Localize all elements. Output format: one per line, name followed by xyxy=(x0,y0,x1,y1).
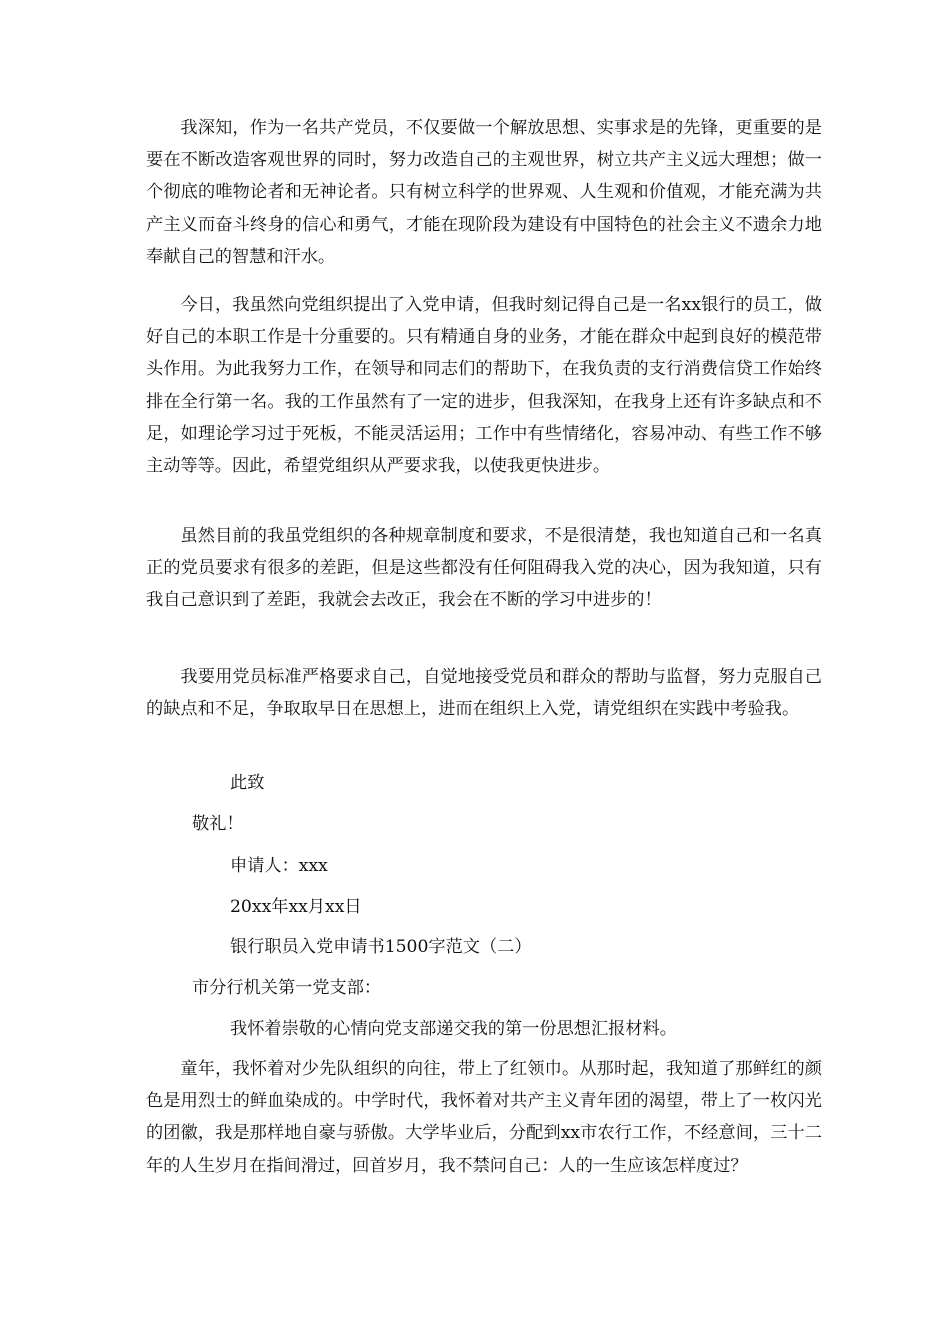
applicant-line: 申请人：xxx xyxy=(230,856,328,876)
addressee-line: 市分行机关第一党支部： xyxy=(192,978,382,998)
paragraph-2: 今日，我虽然向党组织提出了入党申请，但我时刻记得自己是一名xx银行的员工，做好自己的本职工作是十分重要的。只有精通自身的业务，才能在群众中起到良好的模范带头作用。为此我努力工作，在领导和同志们的帮助下，在我负责的支行消费信贷工作始终排在全行第一名。我的工作虽然有了一定的进步，但我深知，在我身上还有许多缺点和不足，如理论学习过于死板，不能灵活运用；工作中有些情绪化，容易冲动、有些工作不够主动等等。因此，希望党组织从严要求我，以使我更快进步。 xyxy=(146,295,822,477)
closing-salutation: 此致 xyxy=(230,773,265,793)
paragraph-12: 童年，我怀着对少先队组织的向往，带上了红领巾。从那时起，我知道了那鲜红的颜色是用烈士的鲜血染成的。中学时代，我怀着对共产主义青年团的渴望，带上了一枚闪光的团徽，我是那样地自豪与骄傲。大学毕业后，分配到xx市农行工作，不经意间，三十二年的人生岁月在指间滑过，回首岁月，我不禁问自己：人的一生应该怎样度过？ xyxy=(146,1059,822,1176)
date-line: 20xx年xx月xx日 xyxy=(230,897,362,917)
closing-respect: 敬礼！ xyxy=(192,814,244,834)
intro-line: 我怀着崇敬的心情向党支部递交我的第一份思想汇报材料。 xyxy=(230,1019,677,1039)
paragraph-4: 我要用党员标准严格要求自己，自觉地接受党员和群众的帮助与监督，努力克服自己的缺点和不足，争取取早日在思想上，进而在组织上入党，请党组织在实践中考验我。 xyxy=(146,667,822,720)
paragraph-1: 我深知，作为一名共产党员，不仅要做一个解放思想、实事求是的先锋，更重要的是要在不断改造客观世界的同时，努力改造自己的主观世界，树立共产主义远大理想；做一个彻底的唯物论者和无神论者。只有树立科学的世界观、人生观和价值观，才能充满为共产主义而奋斗终身的信心和勇气，才能在现阶段为建设有中国特色的社会主义不遗余力地奉献自己的智慧和汗水。 xyxy=(146,118,822,267)
paragraph-3: 虽然目前的我虽党组织的各种规章制度和要求，不是很清楚，我也知道自己和一名真正的党员要求有很多的差距，但是这些都没有任何阻碍我入党的决心，因为我知道，只有我自己意识到了差距，我就会去改正，我会在不断的学习中进步的！ xyxy=(146,526,822,611)
section-title: 银行职员入党申请书1500字范文（二） xyxy=(230,937,532,957)
